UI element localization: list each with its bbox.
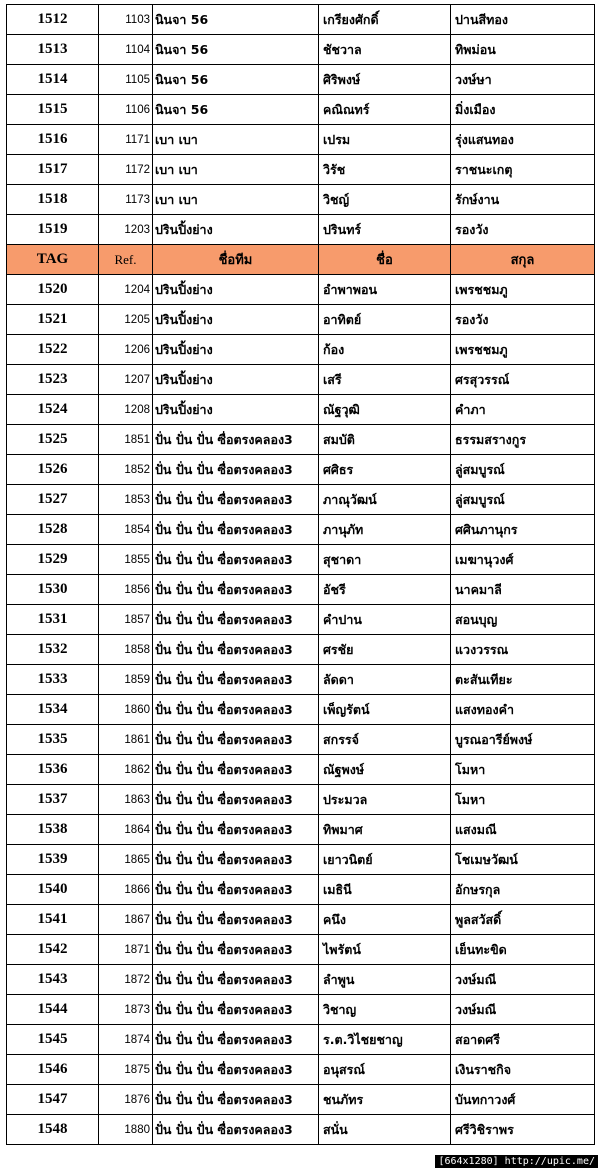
first-name-cell: อนุสรณ์ [319,1055,451,1085]
table-row [7,545,595,575]
team-cell: ปั่น ปั่น ปั่น ซื่อตรงคลอง3 [153,1025,319,1055]
first-name-cell: คำปาน [319,605,451,635]
tag-cell: 1517 [7,155,99,185]
team-cell: ปรินปิ้งย่าง [153,305,319,335]
ref-cell: 1854 [99,515,153,545]
last-name-cell: เงินราชกิจ [451,1055,595,1085]
header-first-name: ชื่อ [319,245,451,275]
first-name-cell: วิชญ์ [319,185,451,215]
table-row [7,635,595,665]
ref-cell: 1106 [99,95,153,125]
header-ref: Ref. [99,245,153,275]
ref-cell: 1172 [99,155,153,185]
tag-cell: 1531 [7,605,99,635]
team-cell: ปั่น ปั่น ปั่น ซื่อตรงคลอง3 [153,875,319,905]
team-cell: ปั่น ปั่น ปั่น ซื่อตรงคลอง3 [153,635,319,665]
table-row [7,275,595,305]
team-cell: ปั่น ปั่น ปั่น ซื่อตรงคลอง3 [153,755,319,785]
ref-cell: 1207 [99,365,153,395]
ref-cell: 1104 [99,35,153,65]
tag-cell: 1544 [7,995,99,1025]
team-cell: นินจา 56 [153,95,319,125]
first-name-cell: สกรรจ์ [319,725,451,755]
last-name-cell: แวงวรรณ [451,635,595,665]
last-name-cell: ตะสันเทียะ [451,665,595,695]
tag-cell: 1518 [7,185,99,215]
last-name-cell: เพรชชมภู [451,335,595,365]
first-name-cell: เยาวนิตย์ [319,845,451,875]
tag-cell: 1528 [7,515,99,545]
first-name-cell: สุชาดา [319,545,451,575]
table-row [7,695,595,725]
table-row [7,365,595,395]
team-cell: ปั่น ปั่น ปั่น ซื่อตรงคลอง3 [153,905,319,935]
ref-cell: 1855 [99,545,153,575]
first-name-cell: ปรินทร์ [319,215,451,245]
table-row [7,305,595,335]
last-name-cell: วงษ์ษา [451,65,595,95]
first-name-cell: คณิณทร์ [319,95,451,125]
team-cell: ปั่น ปั่น ปั่น ซื่อตรงคลอง3 [153,845,319,875]
last-name-cell: คำภา [451,395,595,425]
tag-cell: 1537 [7,785,99,815]
ref-cell: 1206 [99,335,153,365]
last-name-cell: วงษ์มณี [451,965,595,995]
team-cell: ปั่น ปั่น ปั่น ซื่อตรงคลอง3 [153,995,319,1025]
team-cell: เบา เบา [153,155,319,185]
table-row [7,455,595,485]
ref-cell: 1204 [99,275,153,305]
table-row [7,215,595,245]
tag-cell: 1520 [7,275,99,305]
last-name-cell: มิ่งเมือง [451,95,595,125]
tag-cell: 1523 [7,365,99,395]
ref-cell: 1861 [99,725,153,755]
table-row [7,995,595,1025]
table-row [7,1085,595,1115]
ref-cell: 1875 [99,1055,153,1085]
last-name-cell: นาคมาลี [451,575,595,605]
tag-cell: 1514 [7,65,99,95]
ref-cell: 1860 [99,695,153,725]
tag-cell: 1547 [7,1085,99,1115]
first-name-cell: ภานุภัท [319,515,451,545]
last-name-cell: รองวัง [451,215,595,245]
tag-cell: 1538 [7,815,99,845]
team-cell: ปั่น ปั่น ปั่น ซื่อตรงคลอง3 [153,695,319,725]
team-cell: ปรินปิ้งย่าง [153,275,319,305]
first-name-cell: อัชรี [319,575,451,605]
table-row [7,65,595,95]
table-row [7,965,595,995]
team-cell: ปรินปิ้งย่าง [153,335,319,365]
first-name-cell: ศศิธร [319,455,451,485]
table-row [7,35,595,65]
last-name-cell: โมหา [451,755,595,785]
header-tag: TAG [7,245,99,275]
team-cell: ปั่น ปั่น ปั่น ซื่อตรงคลอง3 [153,935,319,965]
table-row [7,395,595,425]
table-row [7,755,595,785]
team-cell: ปั่น ปั่น ปั่น ซื่อตรงคลอง3 [153,545,319,575]
team-cell: ปรินปิ้งย่าง [153,215,319,245]
last-name-cell: อักษรกุล [451,875,595,905]
last-name-cell: พูลสวัสดิ์ [451,905,595,935]
tag-cell: 1535 [7,725,99,755]
first-name-cell: วิรัช [319,155,451,185]
team-cell: นินจา 56 [153,5,319,35]
first-name-cell: ชัชวาล [319,35,451,65]
team-cell: นินจา 56 [153,35,319,65]
ref-cell: 1208 [99,395,153,425]
tag-cell: 1521 [7,305,99,335]
ref-cell: 1867 [99,905,153,935]
ref-cell: 1856 [99,575,153,605]
first-name-cell: วิชาญ [319,995,451,1025]
ref-cell: 1105 [99,65,153,95]
tag-cell: 1526 [7,455,99,485]
ref-cell: 1872 [99,965,153,995]
table-row [7,905,595,935]
ref-cell: 1171 [99,125,153,155]
tag-cell: 1545 [7,1025,99,1055]
ref-cell: 1865 [99,845,153,875]
team-cell: ปั่น ปั่น ปั่น ซื่อตรงคลอง3 [153,1085,319,1115]
tag-cell: 1546 [7,1055,99,1085]
first-name-cell: เพ็ญรัตน์ [319,695,451,725]
first-name-cell: เมธินี [319,875,451,905]
team-cell: ปั่น ปั่น ปั่น ซื่อตรงคลอง3 [153,815,319,845]
table-row [7,845,595,875]
last-name-cell: สอนบุญ [451,605,595,635]
table-row [7,5,595,35]
ref-cell: 1205 [99,305,153,335]
team-cell: เบา เบา [153,125,319,155]
last-name-cell: แสงมณี [451,815,595,845]
table-row [7,185,595,215]
ref-cell: 1173 [99,185,153,215]
team-cell: นินจา 56 [153,65,319,95]
table-row [7,125,595,155]
team-cell: ปั่น ปั่น ปั่น ซื่อตรงคลอง3 [153,575,319,605]
roster-body-top [7,5,595,245]
roster-body-bottom [7,275,595,1145]
first-name-cell: เปรม [319,125,451,155]
first-name-cell: เสรี [319,365,451,395]
tag-cell: 1530 [7,575,99,605]
last-name-cell: ปานสีทอง [451,5,595,35]
table-row [7,95,595,125]
tag-cell: 1516 [7,125,99,155]
team-cell: ปั่น ปั่น ปั่น ซื่อตรงคลอง3 [153,485,319,515]
table-row [7,935,595,965]
roster-header [7,245,595,275]
table-row [7,1055,595,1085]
tag-cell: 1512 [7,5,99,35]
last-name-cell: ศศินภานุกร [451,515,595,545]
last-name-cell: แสงทองคำ [451,695,595,725]
ref-cell: 1851 [99,425,153,455]
header-row [7,245,595,275]
ref-cell: 1853 [99,485,153,515]
team-cell: ปั่น ปั่น ปั่น ซื่อตรงคลอง3 [153,1115,319,1145]
team-cell: เบา เบา [153,185,319,215]
tag-cell: 1522 [7,335,99,365]
team-cell: ปั่น ปั่น ปั่น ซื่อตรงคลอง3 [153,665,319,695]
first-name-cell: ศรชัย [319,635,451,665]
table-row [7,335,595,365]
first-name-cell: ประมวล [319,785,451,815]
table-row [7,1025,595,1055]
team-cell: ปั่น ปั่น ปั่น ซื่อตรงคลอง3 [153,1055,319,1085]
table-row [7,815,595,845]
header-team: ชื่อทีม [153,245,319,275]
table-row [7,665,595,695]
team-cell: ปรินปิ้งย่าง [153,365,319,395]
tag-cell: 1519 [7,215,99,245]
first-name-cell: ร.ต.วิไชยชาญ [319,1025,451,1055]
tag-cell: 1524 [7,395,99,425]
ref-cell: 1857 [99,605,153,635]
table-row [7,155,595,185]
table-row [7,785,595,815]
last-name-cell: ธรรมสรางกูร [451,425,595,455]
team-cell: ปั่น ปั่น ปั่น ซื่อตรงคลอง3 [153,515,319,545]
ref-cell: 1873 [99,995,153,1025]
team-cell: ปั่น ปั่น ปั่น ซื่อตรงคลอง3 [153,425,319,455]
last-name-cell: ทิพม่อน [451,35,595,65]
ref-cell: 1852 [99,455,153,485]
first-name-cell: อำพาพอน [319,275,451,305]
first-name-cell: ภาณุวัฒน์ [319,485,451,515]
last-name-cell: ราชนะเกตุ [451,155,595,185]
table-row [7,605,595,635]
watermark: [664x1280] http://upic.me/ [435,1155,598,1168]
ref-cell: 1103 [99,5,153,35]
last-name-cell: ลู่สมบูรณ์ [451,455,595,485]
first-name-cell: อาทิตย์ [319,305,451,335]
ref-cell: 1859 [99,665,153,695]
first-name-cell: ณัฐพงษ์ [319,755,451,785]
team-cell: ปรินปิ้งย่าง [153,395,319,425]
first-name-cell: ชนภัทร [319,1085,451,1115]
first-name-cell: สนั่น [319,1115,451,1145]
tag-cell: 1541 [7,905,99,935]
last-name-cell: โชเมษวัฒน์ [451,845,595,875]
ref-cell: 1863 [99,785,153,815]
ref-cell: 1858 [99,635,153,665]
tag-cell: 1515 [7,95,99,125]
last-name-cell: โมหา [451,785,595,815]
table-row [7,725,595,755]
first-name-cell: ณัฐวุฒิ [319,395,451,425]
tag-cell: 1525 [7,425,99,455]
last-name-cell: เมฆานุวงศ์ [451,545,595,575]
table-row [7,1115,595,1145]
first-name-cell: เกรียงศักดิ์ [319,5,451,35]
first-name-cell: ทิพมาศ [319,815,451,845]
first-name-cell: ไพรัตน์ [319,935,451,965]
table-row [7,425,595,455]
team-cell: ปั่น ปั่น ปั่น ซื่อตรงคลอง3 [153,455,319,485]
first-name-cell: สมบัติ [319,425,451,455]
ref-cell: 1876 [99,1085,153,1115]
ref-cell: 1880 [99,1115,153,1145]
last-name-cell: เพรชชมภู [451,275,595,305]
last-name-cell: บันทกาวงศ์ [451,1085,595,1115]
tag-cell: 1513 [7,35,99,65]
tag-cell: 1542 [7,935,99,965]
first-name-cell: ลำพูน [319,965,451,995]
table-row [7,575,595,605]
roster-table [6,4,595,1145]
last-name-cell: ศรสุวรรณ์ [451,365,595,395]
last-name-cell: บูรณอารีย์พงษ์ [451,725,595,755]
header-last-name: สกุล [451,245,595,275]
tag-cell: 1540 [7,875,99,905]
last-name-cell: สอาดศรี [451,1025,595,1055]
team-cell: ปั่น ปั่น ปั่น ซื่อตรงคลอง3 [153,605,319,635]
table-row [7,875,595,905]
tag-cell: 1539 [7,845,99,875]
ref-cell: 1203 [99,215,153,245]
ref-cell: 1871 [99,935,153,965]
table-row [7,515,595,545]
last-name-cell: รุ่งแสนทอง [451,125,595,155]
first-name-cell: คนึง [319,905,451,935]
roster-sheet [6,4,594,1145]
first-name-cell: ศิริพงษ์ [319,65,451,95]
last-name-cell: เย็นทะขิด [451,935,595,965]
last-name-cell: ลู่สมบูรณ์ [451,485,595,515]
first-name-cell: ลัดดา [319,665,451,695]
tag-cell: 1543 [7,965,99,995]
last-name-cell: ศรีวิชิราพร [451,1115,595,1145]
tag-cell: 1533 [7,665,99,695]
ref-cell: 1874 [99,1025,153,1055]
first-name-cell: ก้อง [319,335,451,365]
tag-cell: 1532 [7,635,99,665]
last-name-cell: รักษ์งาน [451,185,595,215]
tag-cell: 1548 [7,1115,99,1145]
team-cell: ปั่น ปั่น ปั่น ซื่อตรงคลอง3 [153,965,319,995]
ref-cell: 1866 [99,875,153,905]
tag-cell: 1536 [7,755,99,785]
last-name-cell: รองวัง [451,305,595,335]
team-cell: ปั่น ปั่น ปั่น ซื่อตรงคลอง3 [153,785,319,815]
tag-cell: 1527 [7,485,99,515]
last-name-cell: วงษ์มณี [451,995,595,1025]
table-row [7,485,595,515]
ref-cell: 1862 [99,755,153,785]
team-cell: ปั่น ปั่น ปั่น ซื่อตรงคลอง3 [153,725,319,755]
tag-cell: 1534 [7,695,99,725]
tag-cell: 1529 [7,545,99,575]
ref-cell: 1864 [99,815,153,845]
